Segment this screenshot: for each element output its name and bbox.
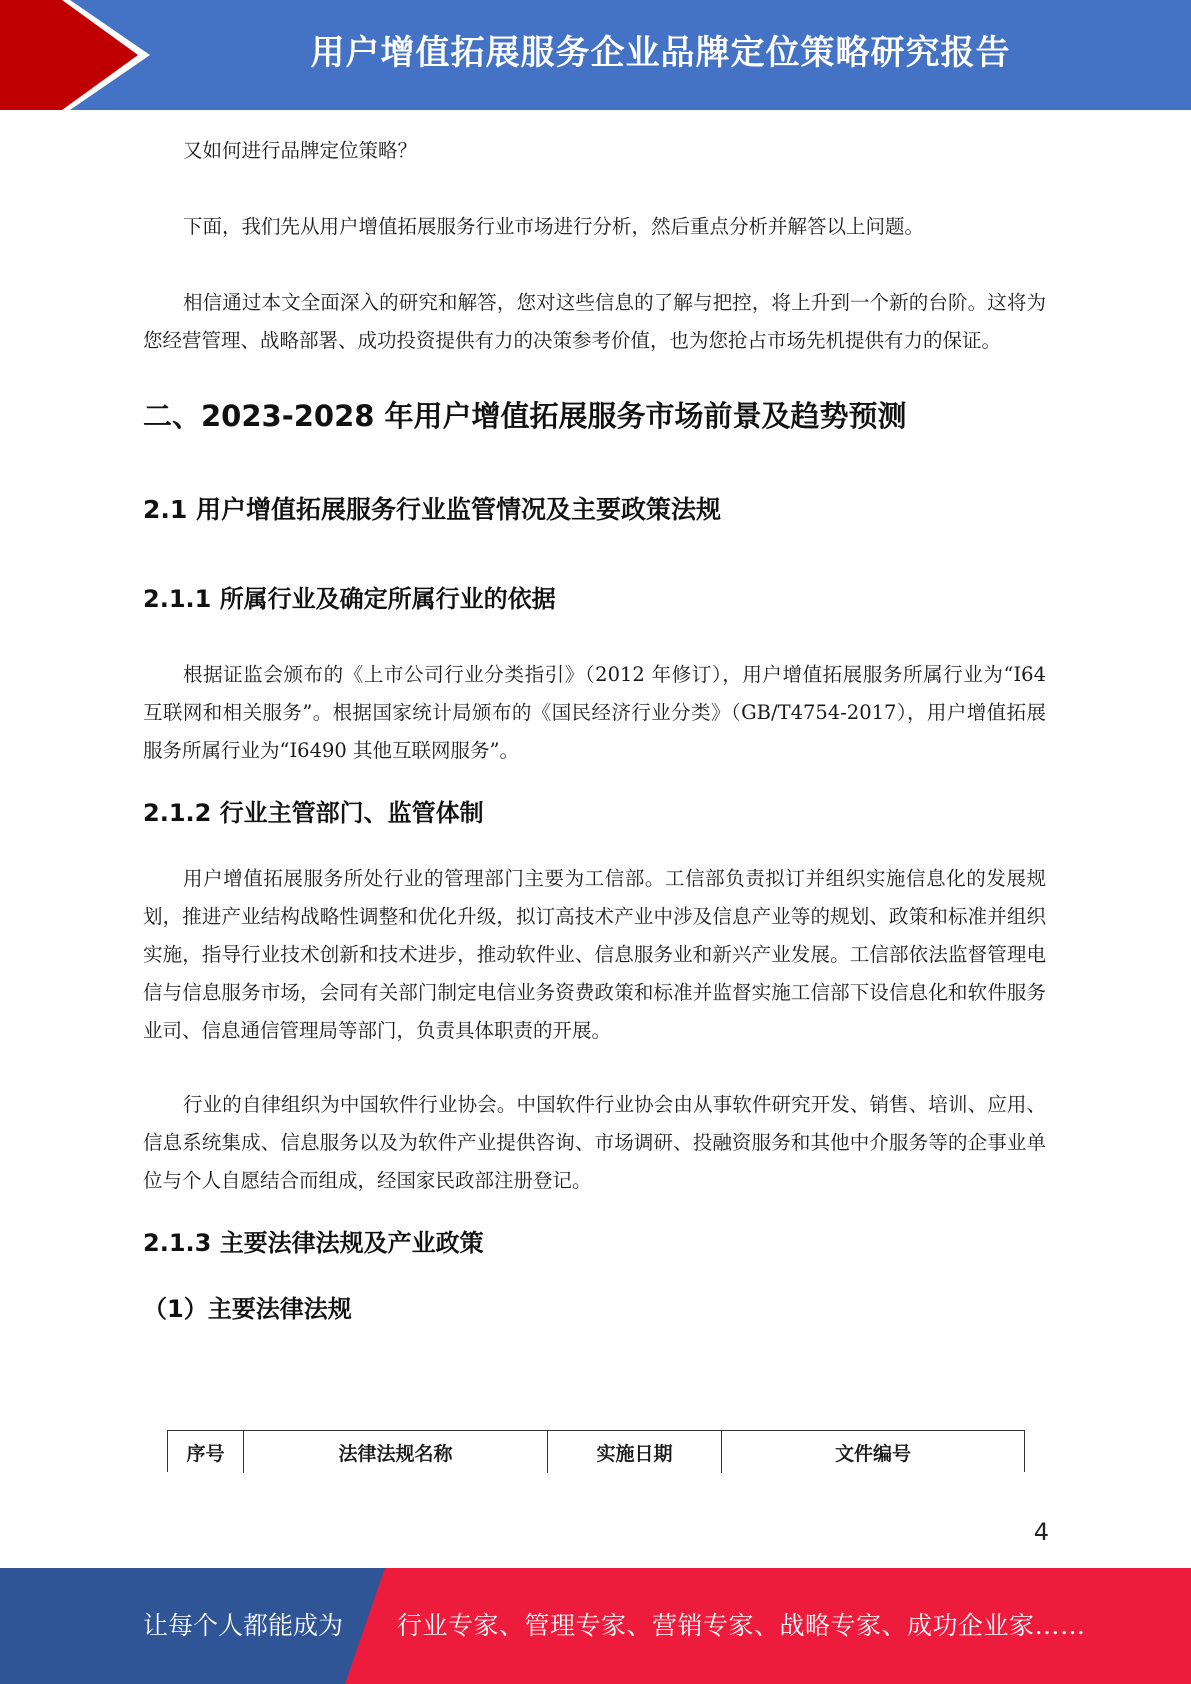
table-header-cell: 实施日期 (548, 1431, 722, 1473)
footer-slogan-right: 行业专家、管理专家、营销专家、战略专家、成功企业家…… (397, 1611, 1086, 1640)
paragraph: 用户增值拓展服务所处行业的管理部门主要为工信部。工信部负责拟订并组织实施信息化的发展规划，推进产业结构战略性调整和优化升级，拟订高技术产业中涉及信息产业等的规划、政策和标准并组织实施，指导行业技术创新和技术进步，推动软件业、信息服务业和新兴产业发展。工信部依法监督管理电信与信息服务市场，会同有关部门制定电信业务资费政策和标准并监督实施工信部下设信息化和软件服务业司、信息通信管理局等部门，负责具体职责的开展。 (143, 867, 1046, 1042)
paragraph: 相信通过本文全面深入的研究和解答，您对这些信息的了解与把控，将上升到一个新的台阶。这将为您经营管理、战略部署、成功投资提供有力的决策参考价值，也为您抢占市场先机提供有力的保证。 (143, 291, 1046, 352)
subsection-heading: 2.1 用户增值拓展服务行业监管情况及主要政策法规 (143, 495, 721, 524)
paragraph: 根据证监会颁布的《上市公司行业分类指引》（2012 年修订），用户增值拓展服务所属行业为“I64 互联网和相关服务”。根据国家统计局颁布的《国民经济行业分类》（GB/T4754-2017），用户增值拓展服务所属行业为“I6490 其他互联网服务”。 (143, 663, 1046, 762)
subsubsection-heading: 2.1.1 所属行业及确定所属行业的依据 (143, 585, 556, 613)
section-heading: 二、2023-2028 年用户增值拓展服务市场前景及趋势预测 (143, 399, 907, 433)
footer-slogan-left: 让每个人都能成为 (143, 1611, 344, 1640)
subsubsection-heading: 2.1.2 行业主管部门、监管体制 (143, 799, 484, 827)
page-header (0, 0, 1191, 110)
header-arrow-decoration (0, 0, 150, 110)
document-body (143, 132, 1046, 1326)
list-heading: （1）主要法律法规 (143, 1295, 352, 1323)
table-header-cell: 法律法规名称 (244, 1431, 548, 1473)
paragraph: 又如何进行品牌定位策略？ (183, 139, 418, 162)
table-header-cell: 文件编号 (834, 1442, 911, 1465)
subsubsection-heading: 2.1.3 主要法律法规及产业政策 (143, 1229, 484, 1257)
paragraph: 行业的自律组织为中国软件行业协会。中国软件行业协会由从事软件研究开发、销售、培训、应用、信息系统集成、信息服务以及为软件产业提供咨询、市场调研、投融资服务和其他中介服务等的企事业单位与个人自愿结合而组成，经国家民政部注册登记。 (143, 1093, 1046, 1192)
laws-table (167, 1430, 1025, 1472)
table-header-cell: 序号 (168, 1431, 244, 1473)
paragraph: 下面，我们先从用户增值拓展服务行业市场进行分析，然后重点分析并解答以上问题。 (183, 215, 925, 238)
report-title: 用户增值拓展服务企业品牌定位策略研究报告 (310, 33, 1011, 73)
page-number: 4 (1033, 1518, 1049, 1546)
page-footer (0, 1568, 1191, 1684)
